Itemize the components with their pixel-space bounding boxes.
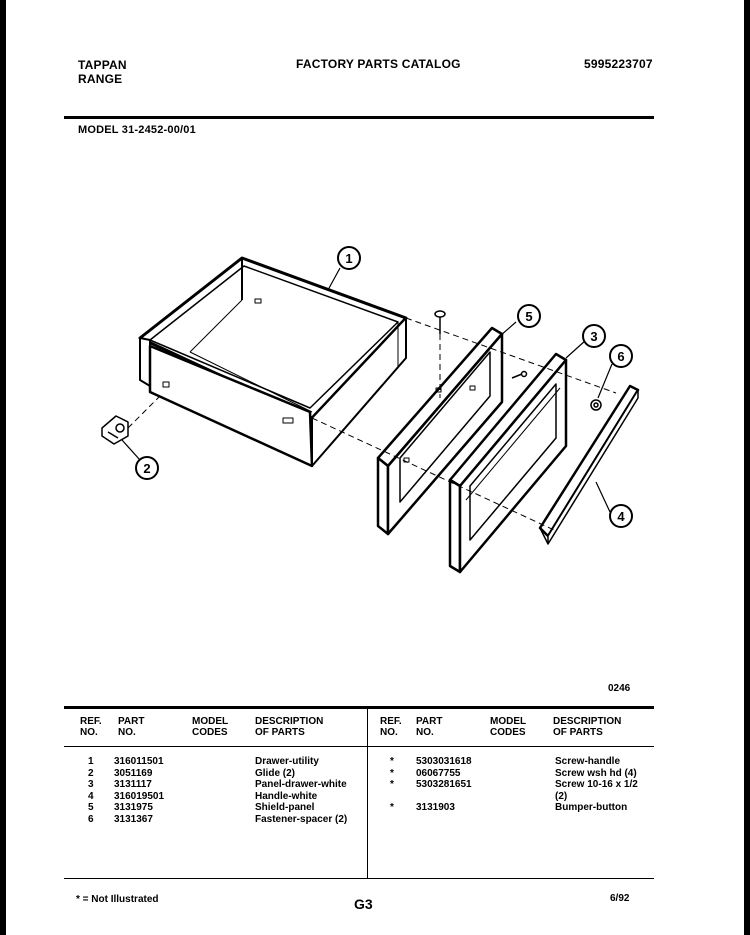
table-row-ref: * — [390, 802, 394, 813]
table-row-ref: * — [390, 756, 394, 767]
table-bottom-rule — [64, 878, 654, 879]
table-row-part: 3131367 — [114, 813, 153, 825]
header-desc-l1-right: DESCRIPTION — [553, 716, 622, 727]
table-row-ref: 4 — [88, 790, 94, 802]
header-desc-l2-right: OF PARTS — [553, 727, 603, 738]
table-row-desc: Panel-drawer-white — [255, 779, 347, 790]
header-part-l2-right: NO. — [416, 727, 434, 738]
fastener-spacer-part — [591, 400, 601, 410]
table-row-ref: 6 — [88, 813, 94, 825]
table-row-desc: Shield-panel — [255, 802, 315, 813]
callout-1: 1 — [345, 251, 353, 266]
table-row-part: 316011501 — [114, 756, 164, 767]
header-model-l1: MODEL — [192, 716, 229, 727]
table-row-ref: * — [390, 779, 394, 790]
table-row-desc: Screw 10-16 x 1/2 — [555, 779, 638, 790]
header-ref-l1: REF. — [80, 716, 102, 727]
drawer-utility-part — [140, 258, 406, 466]
table-row-desc: Fastener-spacer (2) — [255, 813, 348, 825]
header-model-l2: CODES — [192, 727, 228, 738]
brand-line-2: RANGE — [78, 72, 123, 86]
table-row-part: 06067755 — [416, 767, 461, 779]
table-row-ref — [390, 791, 406, 803]
callout-3: 3 — [590, 329, 598, 344]
diagram-code: 0246 — [608, 683, 631, 694]
header-part-l1: PART — [118, 716, 145, 727]
table-header-rule — [64, 746, 654, 747]
model-number: MODEL 31-2452-00/01 — [78, 124, 196, 136]
table-row-desc: Bumper-button — [555, 802, 628, 813]
screw-handle-part — [435, 311, 445, 334]
catalog-number: 5995223707 — [584, 57, 653, 71]
callout-6: 6 — [617, 349, 625, 364]
not-illustrated-note: * = Not Illustrated — [76, 894, 159, 905]
table-row-desc: (2) — [555, 790, 568, 802]
table-row-part: 3131975 — [114, 802, 153, 813]
catalog-title: FACTORY PARTS CATALOG — [296, 57, 461, 71]
brand-line-1: TAPPAN — [78, 58, 127, 72]
header-desc-l2: OF PARTS — [255, 727, 305, 738]
table-row-desc: Screw wsh hd (4) — [555, 767, 637, 779]
header-part-l1-right: PART — [416, 716, 443, 727]
callout-4: 4 — [617, 509, 625, 524]
table-divider — [367, 706, 368, 878]
revision-date: 6/92 — [610, 893, 630, 904]
header-desc-l1: DESCRIPTION — [255, 716, 324, 727]
table-row-part: 5303281651 — [416, 779, 472, 790]
table-row-ref: 3 — [88, 779, 94, 790]
header-part-l2: NO. — [118, 727, 136, 738]
screw-washer-part — [512, 372, 527, 379]
callout-5: 5 — [525, 309, 533, 324]
header-model-l2-right: CODES — [490, 727, 526, 738]
table-row-desc: Handle-white — [255, 790, 318, 802]
table-row-desc: Glide (2) — [255, 767, 296, 779]
table-row-ref: 2 — [88, 767, 94, 779]
table-row-ref: 5 — [88, 802, 94, 813]
table-row-desc: Screw-handle — [555, 756, 621, 767]
header-ref-l1-right: REF. — [380, 716, 402, 727]
callout-2: 2 — [143, 461, 151, 476]
header-ref-l2-right: NO. — [380, 727, 398, 738]
header-ref-l2: NO. — [80, 727, 98, 738]
table-row-desc: Drawer-utility — [255, 756, 319, 767]
table-row-part: 3131117 — [114, 779, 152, 790]
glide-part — [102, 416, 128, 444]
table-row-part: 3131903 — [416, 802, 455, 813]
header-model-l1-right: MODEL — [490, 716, 527, 727]
table-row-part: 3051169 — [114, 767, 153, 779]
table-row-ref: 1 — [88, 756, 94, 767]
table-row-part: 316019501 — [114, 790, 165, 802]
table-top-rule — [64, 706, 654, 709]
table-row-part: 5303031618 — [416, 756, 472, 767]
page-number: G3 — [354, 896, 373, 912]
table-row-part — [416, 791, 472, 803]
table-row-ref: * — [390, 767, 394, 779]
